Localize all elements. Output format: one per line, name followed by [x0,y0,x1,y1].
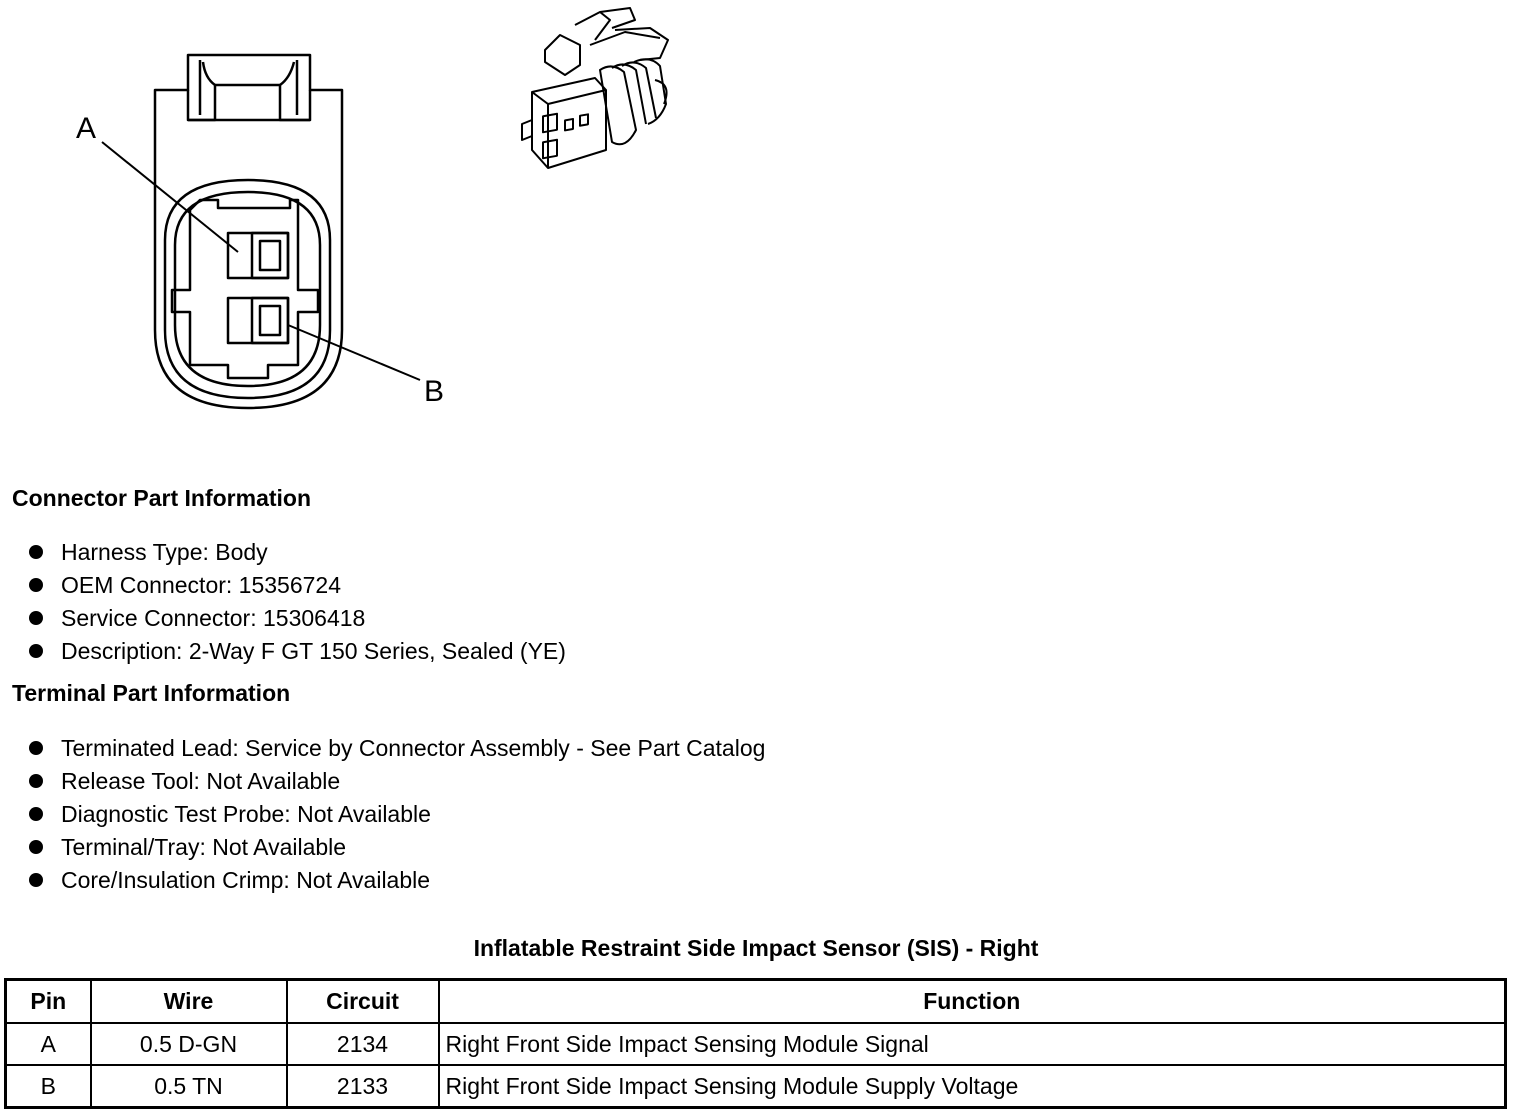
list-item-oem-connector: OEM Connector: 15356724 [28,569,566,602]
cell-wire: 0.5 TN [91,1065,287,1108]
list-item-terminal-tray: Terminal/Tray: Not Available [28,831,765,864]
table-row [6,1023,1506,1065]
cell-circuit: 2134 [287,1023,439,1065]
pin-b-label: B [424,375,445,408]
pinout-table [4,978,1507,1109]
cell-function: Right Front Side Impact Sensing Module Supply Voltage [439,1065,1506,1108]
terminal-part-info-list [28,732,765,897]
list-item-core-insulation-crimp: Core/Insulation Crimp: Not Available [28,864,765,897]
connector-face-diagram [60,0,460,430]
terminal-part-info-heading: Terminal Part Information [12,680,291,706]
list-item-diagnostic-test-probe: Diagnostic Test Probe: Not Available [28,798,765,831]
header-pin: Pin [6,980,91,1024]
cell-wire: 0.5 D-GN [91,1023,287,1065]
list-item-release-tool: Release Tool: Not Available [28,765,765,798]
cell-pin: B [6,1065,91,1108]
table-title: Inflatable Restraint Side Impact Sensor (SIS) - Right [473,935,1039,961]
cell-circuit: 2133 [287,1065,439,1108]
list-item-harness-type: Harness Type: Body [28,536,566,569]
list-item-description: Description: 2-Way F GT 150 Series, Sealed (YE) [28,635,566,668]
connector-part-info-heading: Connector Part Information [12,485,312,511]
table-header-row [6,980,1506,1024]
list-item-service-connector: Service Connector: 15306418 [28,602,566,635]
list-item-terminated-lead: Terminated Lead: Service by Connector Assembly - See Part Catalog [28,732,765,765]
pin-a-label: A [76,112,97,145]
table-row [6,1065,1506,1108]
cell-function: Right Front Side Impact Sensing Module Signal [439,1023,1506,1065]
cell-pin: A [6,1023,91,1065]
header-function: Function [439,980,1506,1024]
connector-isometric-diagram [515,0,685,180]
header-circuit: Circuit [287,980,439,1024]
header-wire: Wire [91,980,287,1024]
connector-part-info-list [28,536,566,668]
